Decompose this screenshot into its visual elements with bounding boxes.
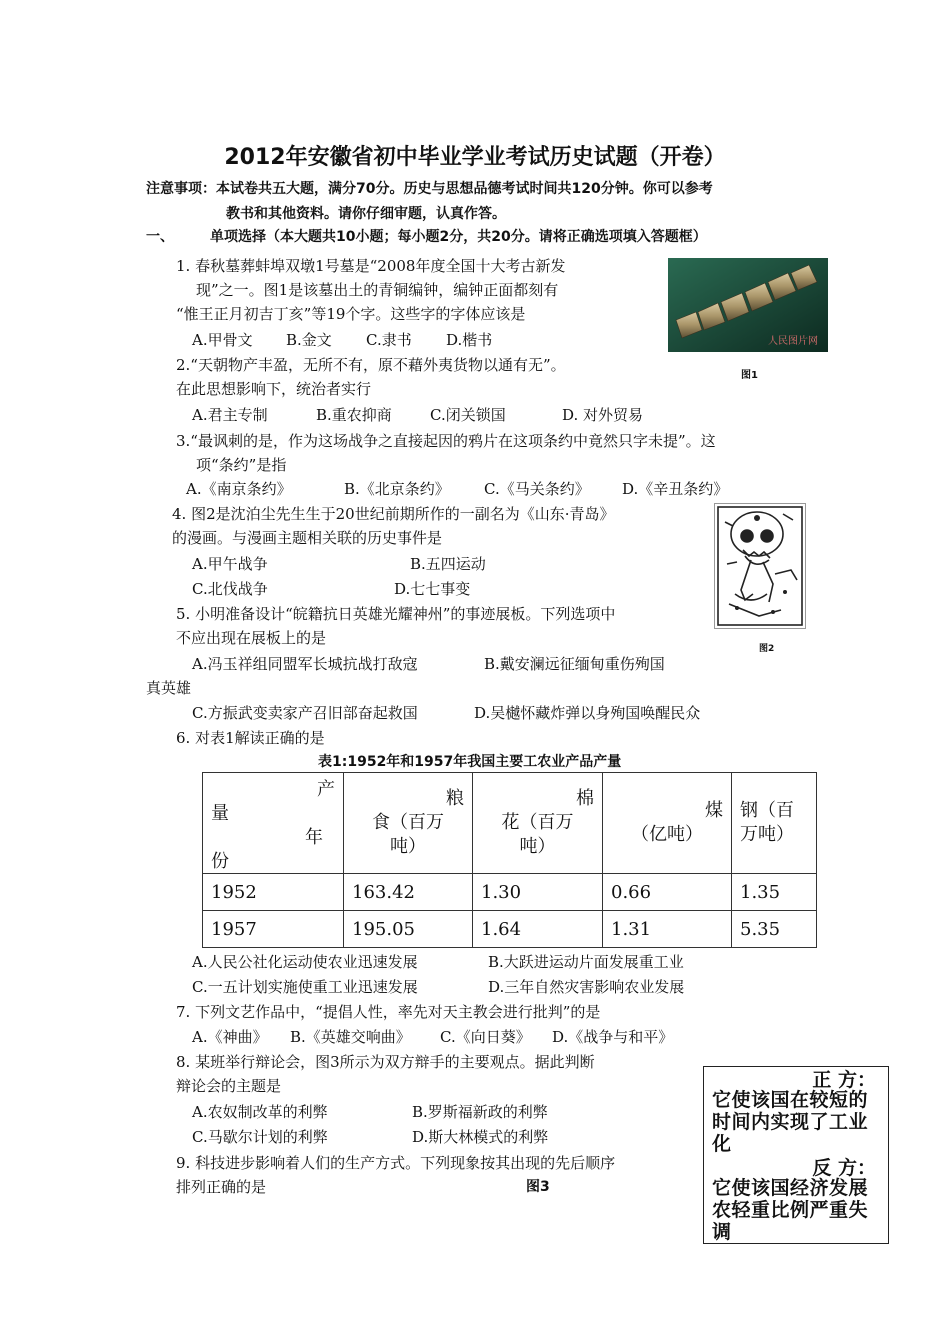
corner-bottom: 份 [211,851,229,872]
header-steel-b: 万吨） [740,824,794,845]
figure-2-cartoon [714,503,806,629]
cell-coal: 1.31 [603,911,732,948]
q1-option-c: C.隶书 [366,331,412,349]
figure-3-caption: 图3 [526,1179,550,1195]
q3-option-c: C.《马关条约》 [484,480,590,498]
q8-option-a: A.农奴制改革的利弊 [192,1103,328,1121]
q5-option-b: B.戴安澜远征缅甸重伤殉国 [484,655,665,673]
q6-option-b: B.大跃进运动片面发展重工业 [488,953,684,971]
q3-option-b: B.《北京条约》 [344,480,450,498]
q4-option-a: A.甲午战争 [192,555,268,573]
table-header-row [203,773,817,874]
cell-coal: 0.66 [603,874,732,911]
con-text: 它使该国经济发展农轻重比例严重失调 [712,1177,869,1243]
q5-line-1: 5. 小明准备设计“皖籍抗日英雄光耀神州”的事迹展板。下列选项中 [176,605,616,623]
q5-option-a: A.冯玉祥组同盟军长城抗战打敌寇 [192,655,418,673]
q8-option-b: B.罗斯福新政的利弊 [412,1103,548,1121]
q6-option-a: A.人民公社化运动使农业迅速发展 [192,953,418,971]
q2-option-d: D. 对外贸易 [562,406,644,424]
q6-option-d: D.三年自然灾害影响农业发展 [488,978,685,996]
cell-cotton: 1.64 [473,911,603,948]
q6-line-1: 6. 对表1解读正确的是 [176,729,325,747]
cell-grain: 195.05 [344,911,473,948]
header-steel-a: 钢（百 [740,800,794,821]
q5-line-2: 不应出现在展板上的是 [176,629,327,647]
q8-option-d: D.斯大林模式的利弊 [412,1128,549,1146]
cell-year: 1957 [203,911,344,948]
header-cotton-a: 棉 [576,788,594,809]
header-grain [344,773,473,874]
q1-option-b: B.金文 [286,331,332,349]
figure-3-debate-box [703,1066,889,1244]
q6-option-c: C.一五计划实施使重工业迅速发展 [192,978,418,996]
corner-year: 年 [305,827,323,848]
q3-option-a: A.《南京条约》 [186,480,292,498]
table-1-production [202,772,817,948]
q4-option-b: B.五四运动 [410,555,486,573]
table-row [203,874,817,911]
q8-line-2: 辩论会的主题是 [176,1077,282,1095]
q8-line-1: 8. 某班举行辩论会，图3所示为双方辩手的主要观点。据此判断 [176,1053,595,1071]
q2-option-a: A.君主专制 [192,406,268,424]
q3-line-1: 3.“最讽刺的是，作为这场战争之直接起因的鸦片在这项条约中竟然只字未提”。这 [176,432,716,450]
con-label: 反 方： [812,1157,876,1179]
cell-cotton: 1.30 [473,874,603,911]
section-title: 单项选择（本大题共10小题；每小题2分，共20分。请将正确选项填入答题框） [210,229,707,245]
notice-line-1: 注意事项：本试卷共五大题，满分70分。历史与思想品德考试时间共120分钟。你可以参考 [146,181,713,197]
q5-option-c: C.方振武变卖家产召旧部奋起救国 [192,704,418,722]
q8-option-c: C.马歇尔计划的利弊 [192,1128,328,1146]
q4-option-c: C.北伐战争 [192,580,268,598]
q5-option-b-cont: 真英雄 [146,679,192,697]
q7-option-a: A.《神曲》 [192,1028,268,1046]
table-row [203,911,817,948]
q2-line-1: 2.“天朝物产丰盈，无所不有，原不藉外夷货物以通有无”。 [176,356,566,374]
q9-line-1: 9. 科技进步影响着人们的生产方式。下列现象按其出现的先后顺序 [176,1154,616,1172]
header-steel [732,773,817,874]
header-coal-b: （亿吨） [631,824,703,845]
q3-option-d: D.《辛丑条约》 [622,480,729,498]
figure-1-bronze-bells [668,258,828,352]
section-number: 一、 [146,229,174,245]
q7-line-1: 7. 下列文艺作品中，“提倡人性，率先对天主教会进行批判”的是 [176,1003,601,1021]
q2-option-b: B.重农抑商 [316,406,392,424]
q2-option-c: C.闭关锁国 [430,406,506,424]
q4-option-d: D.七七事变 [394,580,471,598]
q1-option-d: D.楷书 [446,331,493,349]
header-coal [603,773,732,874]
table-corner-cell [203,773,344,874]
fig1-watermark: 人民图片网 [768,336,818,347]
q4-line-2: 的漫画。与漫画主题相关联的历史事件是 [172,529,443,547]
q3-line-2: 项“条约”是指 [196,456,287,474]
figure-1-caption: 图1 [741,370,758,381]
bells-illustration-icon [668,258,828,352]
q1-line-2: 现”之一。图1是该墓出土的青铜编钟，编钟正面都刻有 [196,281,559,299]
skull-cartoon-icon [715,504,805,628]
header-cotton-b: 花（百万 [501,812,574,833]
header-grain-a: 粮 [446,788,464,809]
q2-line-2: 在此思想影响下，统治者实行 [176,380,372,398]
q1-option-a: A.甲骨文 [192,331,253,349]
header-grain-c: 吨） [390,836,426,857]
pro-label: 正 方： [812,1069,876,1091]
corner-top: 产 [317,779,335,800]
cell-year: 1952 [203,874,344,911]
cell-steel: 1.35 [732,874,817,911]
notice-line-2: 教书和其他资料。请你仔细审题，认真作答。 [226,206,506,222]
header-coal-a: 煤 [705,800,723,821]
cell-grain: 163.42 [344,874,473,911]
table-1-title: 表1:1952年和1957年我国主要工农业产品产量 [318,754,622,770]
header-cotton-c: 吨） [519,836,556,857]
q7-option-c: C.《向日葵》 [440,1028,531,1046]
q1-line-1: 1. 春秋墓葬蚌埠双墩1号墓是“2008年度全国十大考古新发 [176,257,566,275]
pro-text: 它使该国在较短的时间内实现了工业化 [712,1089,869,1155]
figure-2-caption: 图2 [759,644,775,654]
header-grain-b: 食（百万 [372,812,444,833]
page-title: 2012年安徽省初中毕业学业考试历史试题（开卷） [224,145,726,170]
q4-line-1: 4. 图2是沈泊尘先生生于20世纪前期所作的一副名为《山东·青岛》 [172,505,615,523]
q5-option-d: D.吴樾怀藏炸弹以身殉国唤醒民众 [474,704,701,722]
q9-line-2: 排列正确的是 [176,1178,267,1196]
header-cotton [473,773,603,874]
q7-option-b: B.《英雄交响曲》 [290,1028,411,1046]
q1-line-3: “惟王正月初吉丁亥”等19个字。这些字的字体应该是 [176,305,526,323]
q7-option-d: D.《战争与和平》 [552,1028,674,1046]
corner-mid: 量 [211,803,229,824]
cell-steel: 5.35 [732,911,817,948]
